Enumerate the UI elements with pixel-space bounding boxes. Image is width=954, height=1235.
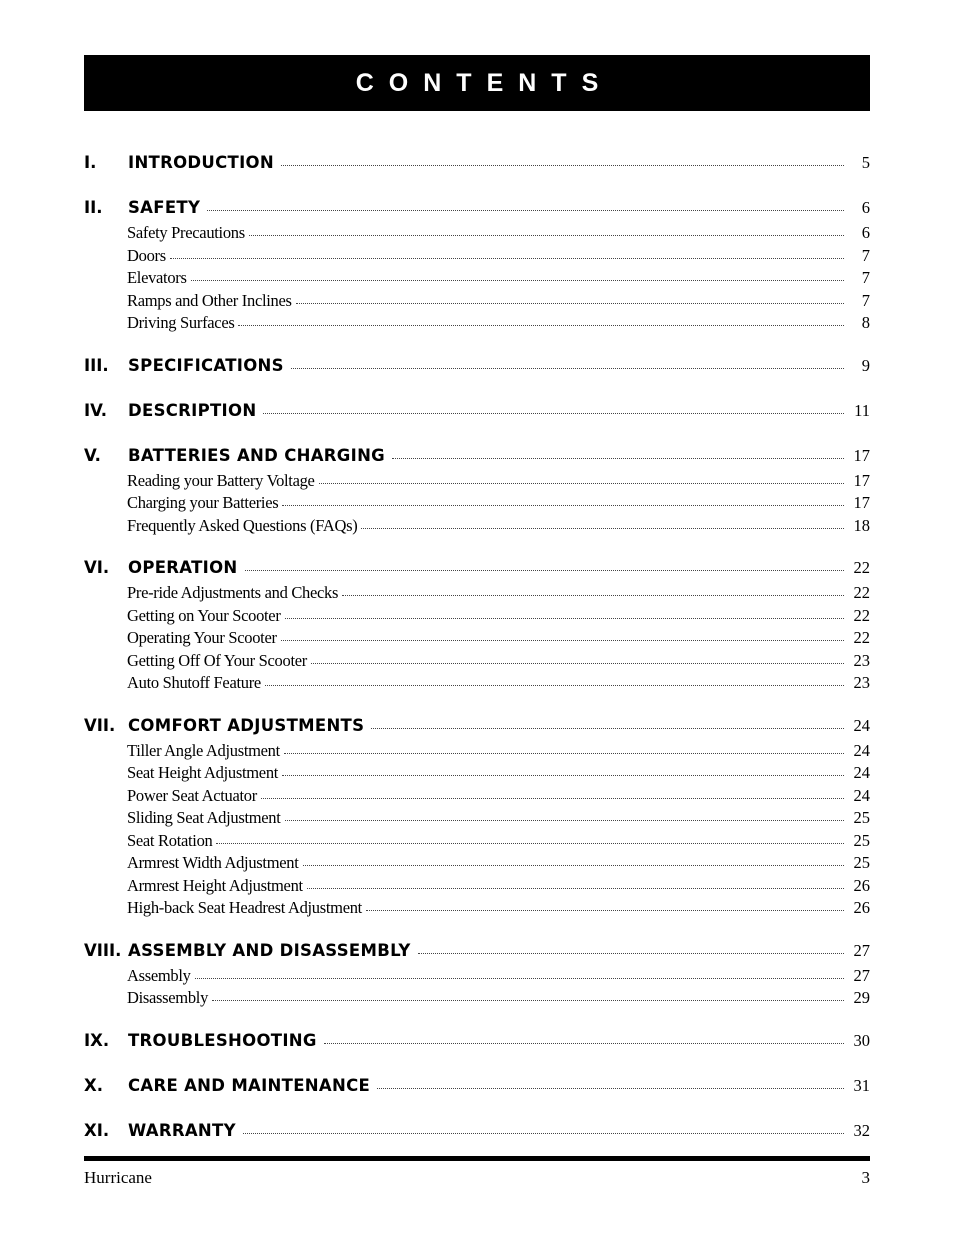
table-of-contents	[84, 148, 870, 1161]
page-number: 22	[853, 628, 870, 647]
subsection-title: Elevators	[127, 268, 187, 287]
footer-doc-name: Hurricane	[84, 1168, 152, 1187]
subsection-title: Tiller Angle Adjustment	[127, 740, 280, 760]
toc-main-entry[interactable]	[84, 441, 870, 470]
section-title: WARRANTY	[128, 1120, 236, 1140]
page-number: 24	[853, 715, 870, 735]
toc-sub-entry[interactable]	[84, 897, 870, 920]
section-numeral: IV.	[84, 400, 108, 420]
page-number: 11	[854, 400, 870, 420]
page-number: 17	[853, 493, 870, 512]
subsection-title: Armrest Height Adjustment	[127, 875, 303, 895]
dot-leader	[377, 1088, 844, 1089]
section-title: TROUBLESHOOTING	[128, 1030, 317, 1050]
subsection-title: Getting Off Of Your Scooter	[127, 650, 307, 670]
footer-rule	[84, 1156, 870, 1161]
toc-main-entry[interactable]	[84, 1026, 870, 1055]
subsection-title: Armrest Width Adjustment	[127, 853, 299, 872]
page-number: 22	[853, 558, 870, 577]
toc-main-entry[interactable]	[84, 396, 870, 425]
dot-leader	[392, 458, 844, 459]
page-number: 18	[853, 515, 870, 535]
subsection-title: Charging your Batteries	[127, 493, 279, 512]
toc-section	[84, 351, 870, 380]
subsection-title: Ramps and Other Inclines	[127, 290, 292, 310]
toc-section	[84, 1026, 870, 1055]
subsection-title: Frequently Asked Questions (FAQs)	[127, 515, 358, 535]
dot-leader	[243, 1133, 844, 1134]
page-number: 25	[853, 830, 870, 850]
page-number: 6	[861, 198, 870, 217]
toc-sub-entry[interactable]	[84, 582, 870, 605]
toc-sub-entry[interactable]	[84, 965, 870, 988]
section-numeral: III.	[84, 355, 109, 375]
dot-leader	[285, 820, 844, 821]
toc-section	[84, 396, 870, 425]
page-number: 29	[853, 988, 870, 1007]
dot-leader	[284, 753, 844, 754]
toc-section	[84, 441, 870, 538]
dot-leader	[371, 728, 844, 729]
dot-leader	[249, 235, 844, 236]
dot-leader	[361, 528, 844, 529]
toc-main-entry[interactable]	[84, 553, 870, 582]
toc-section	[84, 193, 870, 335]
subsection-title: Sliding Seat Adjustment	[127, 808, 281, 827]
page-number: 7	[861, 290, 870, 310]
dot-leader	[311, 663, 844, 664]
page-number: 31	[853, 1075, 870, 1095]
page-number: 17	[853, 445, 870, 465]
subsection-title: Getting on Your Scooter	[127, 605, 281, 625]
page-number: 8	[861, 313, 870, 332]
dot-leader	[195, 978, 844, 979]
toc-main-entry[interactable]	[84, 936, 870, 965]
dot-leader	[281, 640, 844, 641]
toc-sub-entry[interactable]	[84, 492, 870, 515]
toc-sub-entry[interactable]	[84, 807, 870, 830]
toc-section	[84, 1071, 870, 1100]
toc-sub-entry[interactable]	[84, 515, 870, 538]
toc-sub-entry[interactable]	[84, 785, 870, 808]
subsection-title: High-back Seat Headrest Adjustment	[127, 898, 362, 917]
section-numeral: IX.	[84, 1030, 110, 1050]
page-number: 17	[853, 470, 870, 490]
subsection-title: Seat Height Adjustment	[127, 763, 279, 782]
dot-leader	[319, 483, 844, 484]
dot-leader	[282, 505, 844, 506]
section-title: INTRODUCTION	[128, 153, 274, 172]
dot-leader	[191, 280, 844, 281]
page-number: 26	[853, 898, 870, 917]
toc-sub-entry[interactable]	[84, 762, 870, 785]
toc-sub-entry[interactable]	[84, 627, 870, 650]
subsection-title: Disassembly	[127, 988, 209, 1007]
subsection-title: Driving Surfaces	[127, 313, 235, 332]
page-number: 32	[853, 1120, 870, 1140]
footer-page-number: 3	[861, 1168, 870, 1187]
page-number: 26	[853, 875, 870, 895]
page-number: 7	[861, 245, 870, 265]
page-number: 24	[853, 785, 870, 805]
toc-sub-entry[interactable]	[84, 672, 870, 695]
toc-sub-entry[interactable]	[84, 267, 870, 290]
dot-leader	[170, 258, 844, 259]
dot-leader	[291, 368, 844, 369]
toc-sub-entry[interactable]	[84, 875, 870, 898]
page-number: 30	[853, 1030, 870, 1050]
section-numeral: X.	[84, 1075, 103, 1095]
subsection-title: Auto Shutoff Feature	[127, 673, 261, 692]
toc-section	[84, 936, 870, 1010]
toc-sub-entry[interactable]	[84, 852, 870, 875]
section-numeral: II.	[84, 198, 103, 217]
dot-leader	[418, 953, 844, 954]
section-numeral: VII.	[84, 715, 116, 735]
section-numeral: VI.	[84, 558, 110, 577]
toc-sub-entry[interactable]	[84, 245, 870, 268]
toc-main-entry[interactable]	[84, 1071, 870, 1100]
page-number: 25	[853, 808, 870, 827]
toc-main-entry[interactable]	[84, 148, 870, 177]
section-title: ASSEMBLY AND DISASSEMBLY	[128, 940, 411, 960]
toc-main-entry[interactable]	[84, 351, 870, 380]
subsection-title: Operating Your Scooter	[127, 628, 277, 647]
toc-main-entry[interactable]	[84, 1116, 870, 1145]
toc-section	[84, 148, 870, 177]
toc-sub-entry[interactable]	[84, 605, 870, 628]
page-number: 7	[861, 268, 870, 287]
section-numeral: V.	[84, 445, 101, 465]
page-number: 23	[853, 650, 870, 670]
subsection-title: Power Seat Actuator	[127, 785, 257, 805]
dot-leader	[342, 595, 844, 596]
page-number: 27	[853, 965, 870, 985]
toc-sub-entry[interactable]	[84, 740, 870, 763]
section-numeral: VIII.	[84, 940, 122, 960]
page-number: 6	[861, 223, 870, 242]
toc-sub-entry[interactable]	[84, 987, 870, 1010]
dot-leader	[263, 413, 844, 414]
page-number: 24	[853, 763, 870, 782]
section-numeral: XI.	[84, 1120, 110, 1140]
page-title: CONTENTS	[355, 68, 614, 97]
subsection-title: Assembly	[127, 965, 191, 985]
page-number: 23	[853, 673, 870, 692]
dot-leader	[281, 165, 844, 166]
dot-leader	[207, 210, 844, 211]
dot-leader	[303, 865, 845, 866]
subsection-title: Pre-ride Adjustments and Checks	[127, 583, 339, 602]
section-title: OPERATION	[128, 558, 238, 577]
toc-sub-entry[interactable]	[84, 650, 870, 673]
dot-leader	[282, 775, 844, 776]
section-title: BATTERIES AND CHARGING	[128, 445, 386, 465]
section-title: CARE AND MAINTENANCE	[128, 1075, 371, 1095]
dot-leader	[245, 570, 844, 571]
dot-leader	[261, 798, 844, 799]
page-number: 22	[853, 605, 870, 625]
page-number: 25	[853, 853, 870, 872]
toc-section	[84, 711, 870, 920]
contents-banner	[84, 55, 870, 111]
subsection-title: Safety Precautions	[127, 223, 245, 242]
dot-leader	[285, 618, 844, 619]
page-number: 5	[861, 153, 870, 172]
section-title: SPECIFICATIONS	[128, 355, 284, 375]
section-title: COMFORT ADJUSTMENTS	[128, 715, 365, 735]
toc-sub-entry[interactable]	[84, 290, 870, 313]
section-title: DESCRIPTION	[128, 400, 257, 420]
page-number: 27	[853, 940, 870, 960]
page-number: 22	[853, 583, 870, 602]
toc-main-entry[interactable]	[84, 193, 870, 222]
toc-section	[84, 1116, 870, 1145]
toc-sub-entry[interactable]	[84, 830, 870, 853]
toc-sub-entry[interactable]	[84, 222, 870, 245]
dot-leader	[366, 910, 844, 911]
section-numeral: I.	[84, 153, 97, 172]
section-title: SAFETY	[128, 198, 201, 217]
subsection-title: Reading your Battery Voltage	[127, 470, 315, 490]
dot-leader	[307, 888, 844, 889]
dot-leader	[296, 303, 844, 304]
toc-main-entry[interactable]	[84, 711, 870, 740]
subsection-title: Seat Rotation	[127, 830, 213, 850]
dot-leader	[238, 325, 844, 326]
dot-leader	[265, 685, 844, 686]
toc-sub-entry[interactable]	[84, 312, 870, 335]
page-number: 9	[861, 355, 870, 375]
dot-leader	[216, 843, 844, 844]
subsection-title: Doors	[127, 245, 166, 265]
toc-sub-entry[interactable]	[84, 470, 870, 493]
toc-section	[84, 553, 870, 695]
dot-leader	[324, 1043, 844, 1044]
page-number: 24	[853, 740, 870, 760]
dot-leader	[212, 1000, 844, 1001]
